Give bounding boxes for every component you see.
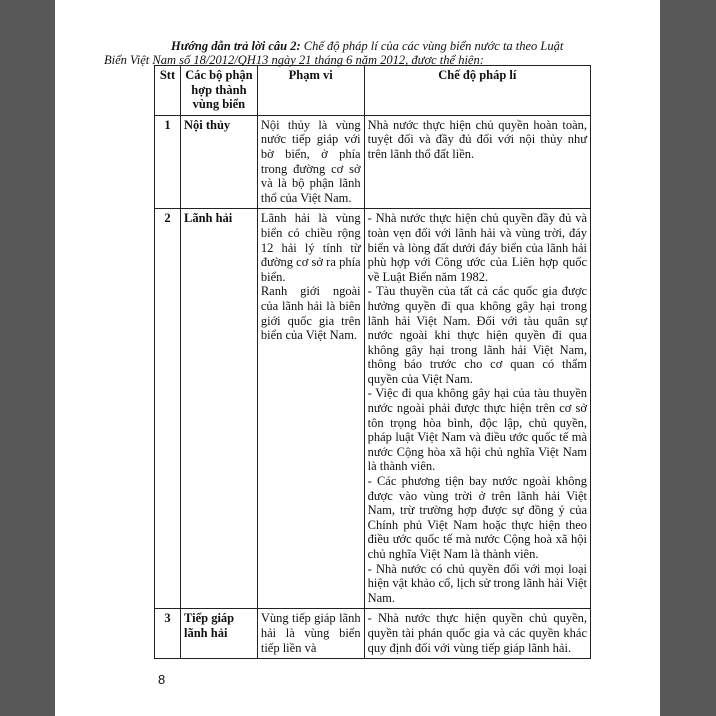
regime-paragraph: - Nhà nước thực hiện chủ quyền đầy đủ và toàn vẹn đối với lãnh hải và vùng trời, đáy biển và lòng đất dưới đáy biển của lãnh hải phù hợp với Công ước của Liên hợp quốc về Luật Biển năm 1982. bbox=[367, 211, 587, 284]
row-part: Lãnh hải bbox=[180, 209, 257, 609]
row-scope bbox=[257, 115, 364, 209]
row-stt: 2 bbox=[155, 209, 181, 609]
header-regime: Chế độ pháp lí bbox=[364, 66, 590, 116]
regime-paragraph: - Các phương tiện bay nước ngoài không được vào vùng trời ở trên lãnh hải Việt Nam, trừ trường hợp được sự đồng ý của Chính phủ Việt Nam hoặc thực hiện theo điều ước quốc tế mà nước Cộng hoà xã hội chủ nghĩa Việt Nam là thành viên. bbox=[367, 474, 587, 561]
regime-paragraph: - Việc đi qua không gây hại của tàu thuyền nước ngoài phải được thực hiện trên cơ sở tôn trọng hòa bình, độc lập, chủ quyền, pháp luật Việt Nam và điều ước quốc tế mà nước Cộng hòa xã hội chủ nghĩa Việt Nam là thành viên. bbox=[367, 386, 587, 474]
scope-paragraph: Vùng tiếp giáp lãnh hải là vùng biển tiếp liền và bbox=[260, 611, 361, 655]
regime-paragraph: - Tàu thuyền của tất cả các quốc gia được hưởng quyền đi qua không gây hại trong lãnh hải Việt Nam. Đối với tàu quân sự nước ngoài khi thực hiện quyền đi qua không gây hại trong lãnh hải Việt Nam, thông báo trước cho cơ quan có thẩm quyền của Việt Nam. bbox=[367, 284, 587, 386]
header-scope: Phạm vi bbox=[257, 66, 364, 116]
header-part: Các bộ phận hợp thành vùng biển bbox=[180, 66, 257, 116]
row-regime bbox=[364, 609, 590, 659]
right-backdrop bbox=[660, 0, 716, 716]
row-part: Tiếp giáp lãnh hải bbox=[180, 609, 257, 659]
regime-paragraph: Nhà nước thực hiện chủ quyền hoàn toàn, tuyệt đối và đầy đủ đối với nội thủy như trên lãnh thổ đất liền. bbox=[367, 117, 587, 161]
heading-line2: Biển Việt Nam số 18/2012/QH13 ngày 21 tháng 6 năm 2012, được thể hiện: bbox=[104, 53, 484, 67]
row-part: Nội thủy bbox=[180, 115, 257, 209]
page-number: 8 bbox=[158, 672, 166, 687]
regime-paragraph: - Nhà nước thực hiện quyền chủ quyền, quyền tài phán quốc gia và các quyền khác quy định đối với vùng tiếp giáp lãnh hải. bbox=[367, 611, 587, 655]
row-scope bbox=[257, 209, 364, 609]
row-regime bbox=[364, 115, 590, 209]
left-backdrop bbox=[0, 0, 55, 716]
table-row bbox=[155, 609, 591, 659]
row-scope bbox=[257, 609, 364, 659]
legal-regime-table bbox=[154, 65, 591, 659]
scope-paragraph: Nội thủy là vùng nước tiếp giáp với bờ biển, ở phía trong đường cơ sở và là bộ phận lãnh thổ của Việt Nam. bbox=[260, 117, 361, 205]
row-stt: 1 bbox=[155, 115, 181, 209]
row-regime bbox=[364, 209, 590, 609]
heading-line1: Chế độ pháp lí của các vùng biển nước ta theo Luật bbox=[300, 39, 564, 53]
table-header-row bbox=[155, 66, 591, 116]
question-heading bbox=[104, 39, 604, 67]
regime-paragraph: - Nhà nước có chủ quyền đối với mọi loại hiện vật khảo cổ, lịch sử trong lãnh hải Việt Nam. bbox=[367, 561, 587, 605]
header-stt: Stt bbox=[155, 66, 181, 116]
table-row bbox=[155, 115, 591, 209]
table-row bbox=[155, 209, 591, 609]
scope-paragraph: Ranh giới ngoài của lãnh hải là biên giới quốc gia trên biển của Việt Nam. bbox=[260, 284, 361, 343]
row-stt: 3 bbox=[155, 609, 181, 659]
heading-lead: Hướng dẫn trả lời câu 2: bbox=[171, 39, 301, 53]
scope-paragraph: Lãnh hải là vùng biển có chiều rộng 12 hải lý tính từ đường cơ sở ra phía biển. bbox=[260, 211, 361, 284]
